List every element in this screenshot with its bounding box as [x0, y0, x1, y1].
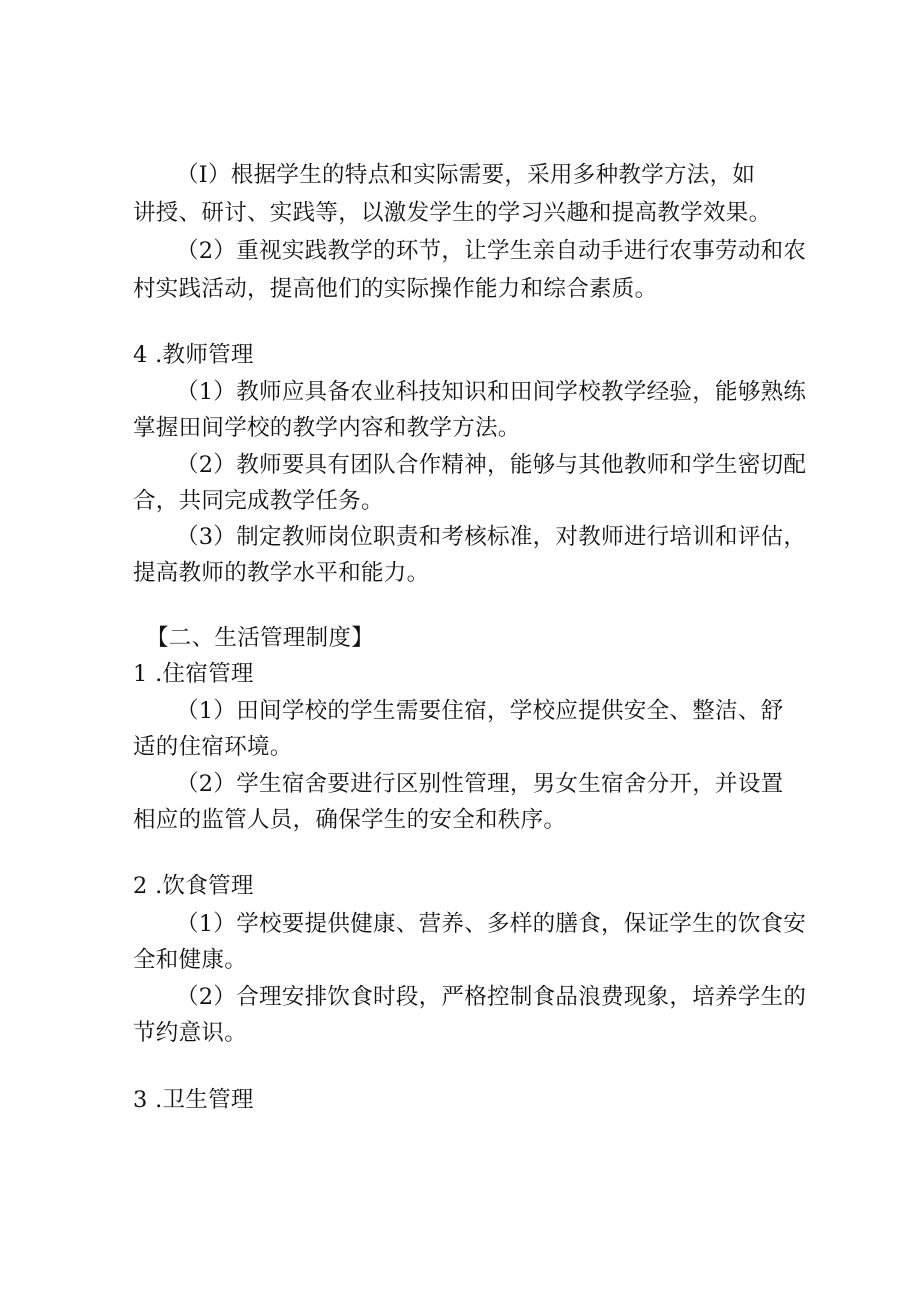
teacher-item1-line1: （1）教师应具备农业科技知识和田间学校教学经验，能够熟练 — [176, 379, 807, 405]
teacher-item2-line1: （2）教师要具有团队合作精神，能够与其他教师和学生密切配 — [176, 452, 807, 478]
teaching-item1-line2: 讲授、研讨、实践等，以激发学生的学习兴趣和提高教学效果。 — [133, 200, 772, 226]
diet-item1-line1: （1）学校要提供健康、营养、多样的膳食，保证学生的饮食安 — [176, 911, 807, 937]
accommodation-heading: 1 .住宿管理 — [133, 661, 254, 687]
teaching-item2-line2: 村实践活动，提高他们的实际操作能力和综合素质。 — [133, 276, 658, 302]
teaching-item1-line1: （I）根据学生的特点和实际需要，采用多种教学方法，如 — [176, 162, 756, 188]
diet-heading: 2 .饮食管理 — [133, 873, 254, 899]
teacher-item3-line2: 提高教师的教学水平和能力。 — [133, 560, 430, 586]
teacher-item3-line1: （3）制定教师岗位职责和考核标准，对教师进行培训和评估， — [176, 524, 807, 550]
teaching-item2-line1: （2）重视实践教学的环节，让学生亲自动手进行农事劳动和农 — [176, 238, 807, 264]
teacher-management-heading: 4 .教师管理 — [133, 342, 254, 368]
teacher-item2-line2: 合，共同完成教学任务。 — [133, 488, 384, 514]
hygiene-heading: 3 .卫生管理 — [133, 1087, 254, 1113]
accommodation-item1-line1: （1）田间学校的学生需要住宿，学校应提供安全、整洁、舒 — [176, 698, 784, 724]
diet-item2-line2: 节约意识。 — [133, 1020, 248, 1046]
diet-item1-line2: 全和健康。 — [133, 947, 248, 973]
life-management-section-heading: 【二、生活管理制度】 — [146, 625, 375, 651]
accommodation-item2-line2: 相应的监管人员，确保学生的安全和秩序。 — [133, 807, 567, 833]
accommodation-item1-line2: 适的住宿环境。 — [133, 734, 293, 760]
accommodation-item2-line1: （2）学生宿舍要进行区别性管理，男女生宿舍分开，并设置 — [176, 771, 784, 797]
teacher-item1-line2: 掌握田间学校的教学内容和教学方法。 — [133, 415, 521, 441]
diet-item2-line1: （2）合理安排饮食时段，严格控制食品浪费现象，培养学生的 — [176, 984, 807, 1010]
